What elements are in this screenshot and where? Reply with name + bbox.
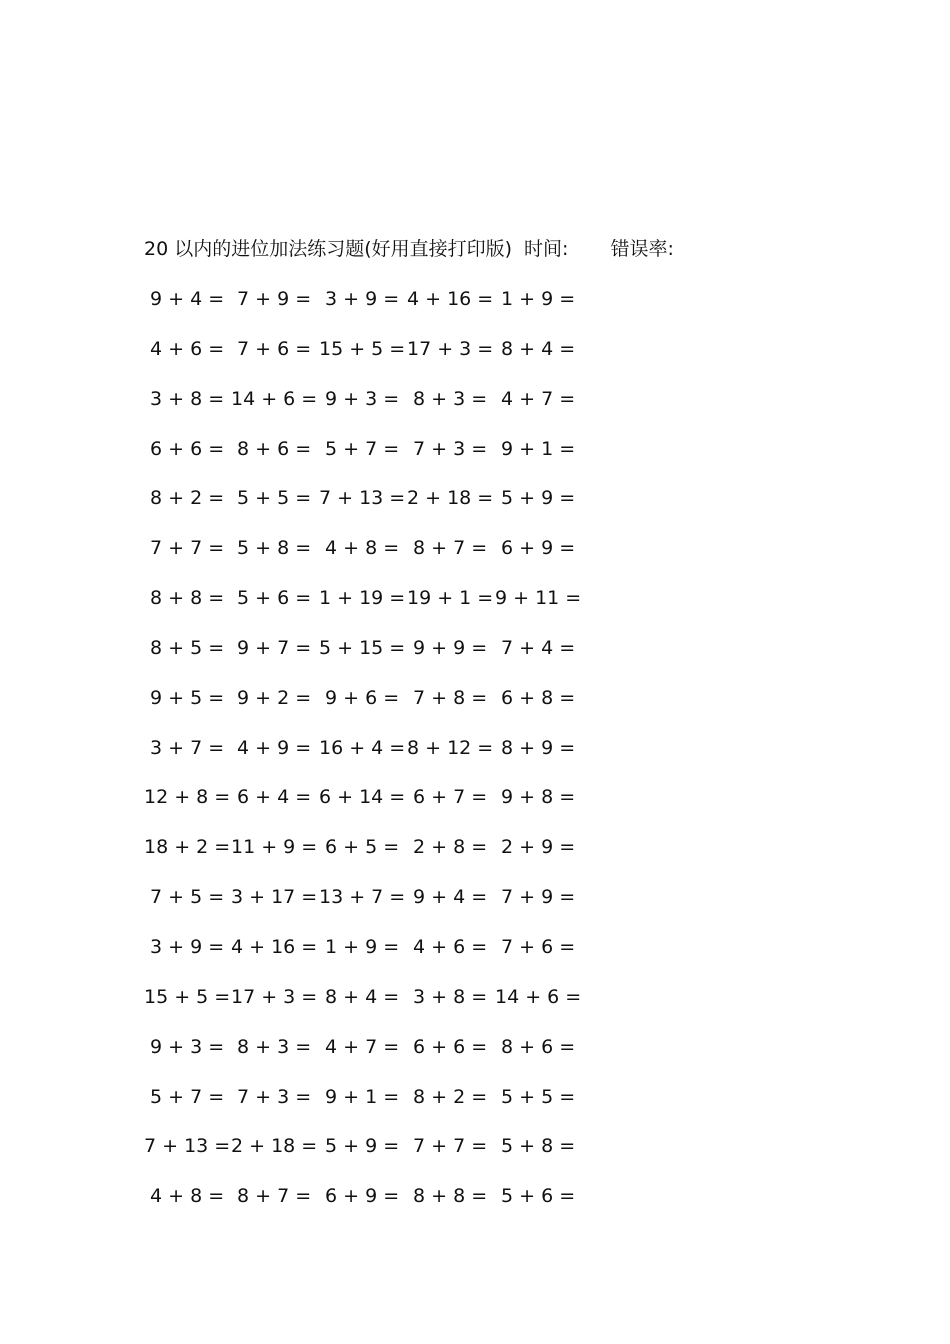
problem-cell: 3 + 8 = bbox=[150, 387, 225, 410]
problem-cell: 9 + 2 = bbox=[237, 686, 312, 709]
problem-row bbox=[144, 585, 604, 635]
problem-cell: 6 + 6 = bbox=[413, 1035, 488, 1058]
problem-cell: 7 + 6 = bbox=[237, 337, 312, 360]
problem-cell: 5 + 8 = bbox=[501, 1135, 576, 1158]
problem-row bbox=[144, 635, 604, 685]
problem-cell: 19 + 1 = bbox=[407, 587, 494, 610]
problem-cell: 13 + 7 = bbox=[319, 886, 406, 909]
problem-cell: 7 + 8 = bbox=[413, 686, 488, 709]
problem-cell: 4 + 6 = bbox=[150, 337, 225, 360]
problem-cell: 17 + 3 = bbox=[407, 337, 494, 360]
problem-cell: 4 + 7 = bbox=[325, 1035, 400, 1058]
problem-cell: 5 + 8 = bbox=[237, 537, 312, 560]
problem-cell: 7 + 7 = bbox=[150, 537, 225, 560]
problem-cell: 3 + 9 = bbox=[150, 935, 225, 958]
problem-row bbox=[144, 336, 604, 386]
problem-cell: 7 + 9 = bbox=[501, 886, 576, 909]
problem-cell: 5 + 7 = bbox=[325, 437, 400, 460]
problem-cell: 12 + 8 = bbox=[144, 786, 231, 809]
problem-cell: 6 + 6 = bbox=[150, 437, 225, 460]
problem-cell: 3 + 8 = bbox=[413, 985, 488, 1008]
problem-row bbox=[144, 1133, 604, 1183]
problem-cell: 18 + 2 = bbox=[144, 836, 231, 859]
problem-cell: 4 + 16 = bbox=[231, 935, 318, 958]
problem-cell: 9 + 6 = bbox=[325, 686, 400, 709]
problem-cell: 2 + 18 = bbox=[231, 1135, 318, 1158]
problem-cell: 7 + 4 = bbox=[501, 636, 576, 659]
problem-cell: 8 + 12 = bbox=[407, 736, 494, 759]
problem-cell: 6 + 7 = bbox=[413, 786, 488, 809]
problem-cell: 8 + 9 = bbox=[501, 736, 576, 759]
problem-cell: 7 + 5 = bbox=[150, 886, 225, 909]
problem-cell: 8 + 8 = bbox=[413, 1185, 488, 1208]
problem-cell: 9 + 8 = bbox=[501, 786, 576, 809]
problem-cell: 16 + 4 = bbox=[319, 736, 406, 759]
problem-row bbox=[144, 884, 604, 934]
problem-cell: 5 + 15 = bbox=[319, 636, 406, 659]
problem-cell: 8 + 6 = bbox=[501, 1035, 576, 1058]
problem-cell: 15 + 5 = bbox=[144, 985, 231, 1008]
problem-cell: 8 + 4 = bbox=[325, 985, 400, 1008]
problem-cell: 9 + 1 = bbox=[325, 1085, 400, 1108]
worksheet-title: 20 以内的进位加法练习题(好用直接打印版) bbox=[144, 238, 513, 260]
problem-cell: 6 + 5 = bbox=[325, 836, 400, 859]
problem-cell: 2 + 18 = bbox=[407, 487, 494, 510]
problem-cell: 5 + 6 = bbox=[501, 1185, 576, 1208]
problem-cell: 5 + 5 = bbox=[237, 487, 312, 510]
problem-cell: 8 + 3 = bbox=[413, 387, 488, 410]
problem-row bbox=[144, 1084, 604, 1134]
problem-row bbox=[144, 784, 604, 834]
problem-cell: 4 + 8 = bbox=[150, 1185, 225, 1208]
problem-row bbox=[144, 984, 604, 1034]
problem-row bbox=[144, 535, 604, 585]
problem-cell: 8 + 8 = bbox=[150, 587, 225, 610]
problem-row bbox=[144, 685, 604, 735]
problem-row bbox=[144, 386, 604, 436]
problem-cell: 11 + 9 = bbox=[231, 836, 318, 859]
problem-cell: 9 + 4 = bbox=[413, 886, 488, 909]
problem-cell: 8 + 2 = bbox=[150, 487, 225, 510]
problem-cell: 4 + 6 = bbox=[413, 935, 488, 958]
problem-cell: 5 + 5 = bbox=[501, 1085, 576, 1108]
problem-cell: 7 + 13 = bbox=[144, 1135, 231, 1158]
problem-cell: 8 + 4 = bbox=[501, 337, 576, 360]
problem-row bbox=[144, 834, 604, 884]
problem-cell: 9 + 11 = bbox=[495, 587, 582, 610]
problem-cell: 7 + 3 = bbox=[237, 1085, 312, 1108]
problem-row bbox=[144, 286, 604, 336]
problem-cell: 2 + 8 = bbox=[413, 836, 488, 859]
problem-cell: 6 + 14 = bbox=[319, 786, 406, 809]
problem-cell: 7 + 13 = bbox=[319, 487, 406, 510]
problem-cell: 7 + 7 = bbox=[413, 1135, 488, 1158]
problem-cell: 5 + 9 = bbox=[501, 487, 576, 510]
problem-cell: 14 + 6 = bbox=[495, 985, 582, 1008]
problem-cell: 3 + 9 = bbox=[325, 288, 400, 310]
problem-cell: 9 + 3 = bbox=[325, 387, 400, 410]
problem-cell: 8 + 5 = bbox=[150, 636, 225, 659]
problem-row bbox=[144, 934, 604, 984]
problem-cell: 8 + 7 = bbox=[237, 1185, 312, 1208]
problem-cell: 8 + 6 = bbox=[237, 437, 312, 460]
problem-row bbox=[144, 1034, 604, 1084]
problem-cell: 4 + 8 = bbox=[325, 537, 400, 560]
problem-cell: 8 + 7 = bbox=[413, 537, 488, 560]
problem-cell: 7 + 3 = bbox=[413, 437, 488, 460]
problem-cell: 9 + 4 = bbox=[150, 288, 225, 310]
problem-cell: 9 + 1 = bbox=[501, 437, 576, 460]
problem-cell: 3 + 17 = bbox=[231, 886, 318, 909]
problem-cell: 8 + 2 = bbox=[413, 1085, 488, 1108]
problem-cell: 1 + 9 = bbox=[325, 935, 400, 958]
problem-cell: 1 + 19 = bbox=[319, 587, 406, 610]
problem-cell: 3 + 7 = bbox=[150, 736, 225, 759]
problem-cell: 6 + 9 = bbox=[325, 1185, 400, 1208]
problem-cell: 1 + 9 = bbox=[501, 288, 576, 310]
problem-grid bbox=[144, 286, 604, 1233]
problem-cell: 7 + 6 = bbox=[501, 935, 576, 958]
problem-row bbox=[144, 436, 604, 486]
problem-cell: 9 + 7 = bbox=[237, 636, 312, 659]
problem-cell: 5 + 6 = bbox=[237, 587, 312, 610]
worksheet-header bbox=[144, 236, 674, 262]
problem-cell: 5 + 9 = bbox=[325, 1135, 400, 1158]
problem-cell: 4 + 7 = bbox=[501, 387, 576, 410]
problem-cell: 6 + 4 = bbox=[237, 786, 312, 809]
problem-cell: 17 + 3 = bbox=[231, 985, 318, 1008]
problem-cell: 7 + 9 = bbox=[237, 288, 312, 310]
problem-cell: 6 + 9 = bbox=[501, 537, 576, 560]
problem-cell: 14 + 6 = bbox=[231, 387, 318, 410]
problem-cell: 5 + 7 = bbox=[150, 1085, 225, 1108]
problem-cell: 6 + 8 = bbox=[501, 686, 576, 709]
problem-row bbox=[144, 485, 604, 535]
error-rate-label: 错误率: bbox=[610, 238, 674, 260]
problem-row bbox=[144, 1183, 604, 1233]
problem-cell: 4 + 9 = bbox=[237, 736, 312, 759]
problem-cell: 2 + 9 = bbox=[501, 836, 576, 859]
problem-cell: 9 + 5 = bbox=[150, 686, 225, 709]
time-label: 时间: bbox=[524, 238, 569, 260]
problem-cell: 9 + 9 = bbox=[413, 636, 488, 659]
problem-cell: 8 + 3 = bbox=[237, 1035, 312, 1058]
problem-cell: 15 + 5 = bbox=[319, 337, 406, 360]
problem-cell: 4 + 16 = bbox=[407, 288, 494, 310]
problem-row bbox=[144, 735, 604, 785]
problem-cell: 9 + 3 = bbox=[150, 1035, 225, 1058]
